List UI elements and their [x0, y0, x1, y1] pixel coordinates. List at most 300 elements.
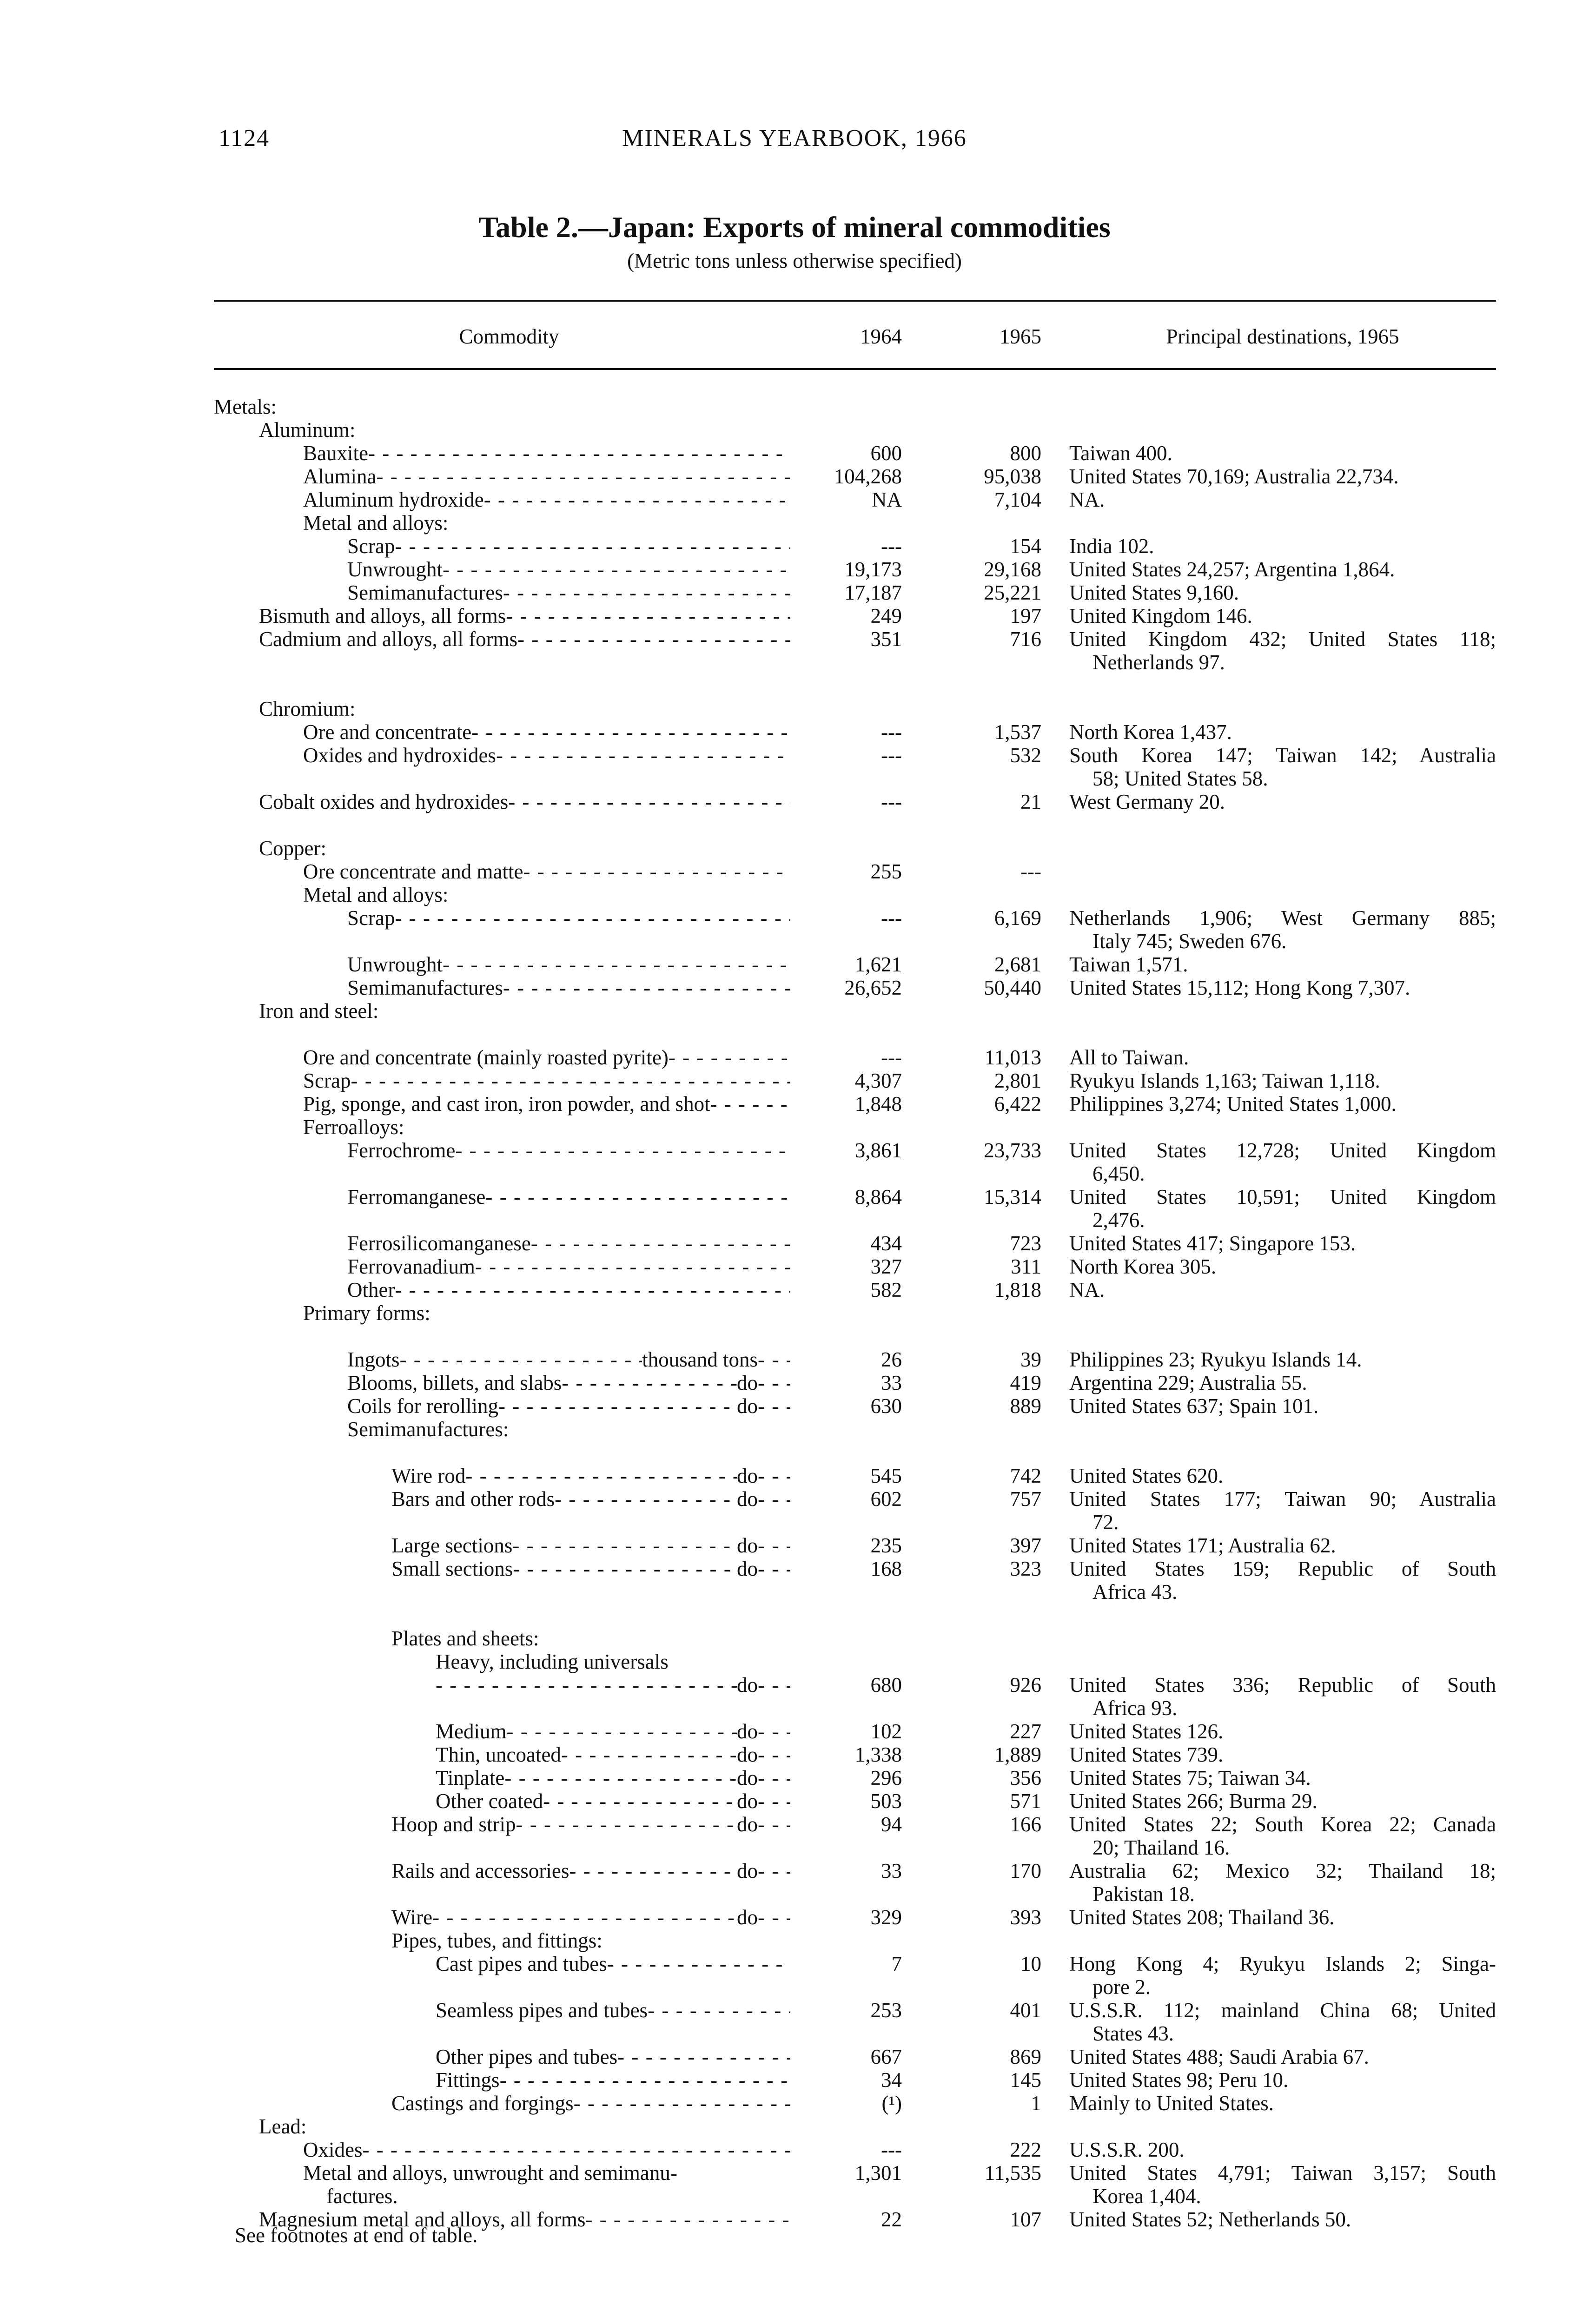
table-row	[0, 1789, 1589, 1813]
dot-leader	[758, 1371, 790, 1394]
destinations-cell: United States 637; Spain 101.	[1069, 1394, 1319, 1418]
value-1965: 29,168	[984, 558, 1041, 581]
destinations-cell: United States 126.	[1069, 1720, 1224, 1743]
value-1965: 742	[1010, 1464, 1041, 1487]
commodity-label: Cobalt oxides and hydroxides	[259, 790, 509, 813]
value-1965: 2,801	[994, 1069, 1041, 1092]
value-1964: 255	[870, 860, 902, 883]
dot-leader	[617, 2045, 790, 2068]
running-head: MINERALS YEARBOOK, 1966	[622, 125, 967, 152]
dot-leader	[555, 1487, 737, 1511]
commodity-label: Iron and steel:	[259, 999, 379, 1023]
destinations-cell: Netherlands 1,906; West Germany 885; Italy 745; Sweden 676.	[1069, 906, 1496, 953]
table-row	[0, 790, 1589, 813]
table-row	[0, 976, 1589, 999]
table-row	[0, 1929, 1589, 1952]
value-1964: 33	[881, 1859, 902, 1882]
table-row	[0, 535, 1589, 558]
value-1964: 1,848	[854, 1092, 902, 1116]
dot-leader	[758, 1813, 790, 1836]
dot-leader	[443, 953, 790, 976]
value-1964: 26	[881, 1348, 902, 1371]
value-1964: 168	[870, 1557, 902, 1580]
commodity-label: Castings and forgings	[391, 2092, 574, 2115]
value-1964: 351	[870, 627, 902, 651]
table-row	[0, 1232, 1589, 1255]
column-header-1964: 1964	[860, 325, 902, 348]
table-row	[0, 1371, 1589, 1394]
dot-leader	[432, 1906, 737, 1929]
commodity-label: Heavy, including universals	[436, 1650, 669, 1673]
commodity-label: Alumina	[303, 465, 377, 488]
footnote-reference: See footnotes at end of table.	[235, 2224, 478, 2247]
table-row	[0, 558, 1589, 581]
commodity-label: Cadmium and alloys, all forms	[259, 627, 518, 651]
table-row	[0, 1046, 1589, 1069]
table-row	[0, 883, 1589, 906]
table-row	[0, 1464, 1589, 1487]
destinations-cell: Philippines 3,274; United States 1,000.	[1069, 1092, 1397, 1116]
value-1965: 21	[1020, 790, 1041, 813]
commodity-label: Cast pipes and tubes	[436, 1952, 607, 1975]
value-1964: ---	[881, 744, 902, 767]
value-1965: 6,169	[994, 906, 1041, 930]
value-1965: 10	[1020, 1952, 1041, 1975]
dot-leader	[500, 2068, 790, 2092]
destinations-cell: United Kingdom 432; United States 118; Netherlands 97.	[1069, 627, 1496, 674]
value-1965: 926	[1010, 1673, 1041, 1697]
commodity-label: Primary forms:	[303, 1301, 430, 1325]
dot-leader	[512, 1534, 737, 1557]
unit-label: do	[737, 1371, 758, 1394]
table-row	[0, 2045, 1589, 2068]
commodity-label: Hoop and strip	[391, 1813, 516, 1836]
value-1964: 1,621	[854, 953, 902, 976]
unit-label: do	[737, 1720, 758, 1743]
dot-leader	[485, 1185, 790, 1208]
commodity-label: Pig, sponge, and cast iron, iron powder, and shot	[303, 1092, 710, 1116]
dot-leader	[758, 1464, 790, 1487]
value-1964: 545	[870, 1464, 902, 1487]
unit-label: do	[737, 1766, 758, 1789]
commodity-label: Blooms, billets, and slabs	[347, 1371, 562, 1394]
unit-label: do	[737, 1906, 758, 1929]
destinations-cell: Taiwan 1,571.	[1069, 953, 1188, 976]
destinations-cell: NA.	[1069, 1278, 1105, 1301]
table-row	[0, 1069, 1589, 1092]
value-1965: 15,314	[984, 1185, 1041, 1208]
commodity-label: Fittings	[436, 2068, 500, 2092]
dot-leader	[758, 1673, 790, 1697]
unit-label: do	[737, 1673, 758, 1697]
unit-label: do	[737, 1557, 758, 1580]
commodity-label: Semimanufactures:	[347, 1418, 509, 1441]
table-row	[0, 1673, 1589, 1720]
value-1965: 532	[1010, 744, 1041, 767]
table-row	[0, 2115, 1589, 2138]
destinations-cell: United States 98; Peru 10.	[1069, 2068, 1289, 2092]
table-row	[0, 442, 1589, 465]
dot-leader	[508, 790, 790, 813]
column-header-1965: 1965	[1000, 325, 1041, 348]
value-1965: 95,038	[984, 465, 1041, 488]
value-1965: 39	[1020, 1348, 1041, 1371]
dot-leader	[758, 1906, 790, 1929]
value-1964: 104,268	[834, 465, 902, 488]
table-row	[0, 395, 1589, 418]
value-1964: 600	[870, 442, 902, 465]
unit-label: do	[737, 1394, 758, 1418]
value-1964: 327	[870, 1255, 902, 1278]
value-1964: 602	[870, 1487, 902, 1511]
value-1965: 723	[1010, 1232, 1041, 1255]
table-row	[0, 1394, 1589, 1418]
commodity-label: Aluminum hydroxide	[303, 488, 484, 511]
value-1964: 26,652	[844, 976, 902, 999]
value-1964: 667	[870, 2045, 902, 2068]
destinations-cell: North Korea 305.	[1069, 1255, 1217, 1278]
commodity-label: Scrap	[303, 1069, 351, 1092]
unit-label: do	[737, 1487, 758, 1511]
value-1965: 23,733	[984, 1139, 1041, 1162]
table-row	[0, 1092, 1589, 1116]
commodity-label: Wire rod	[391, 1464, 466, 1487]
commodity-label: Ferrovanadium	[347, 1255, 475, 1278]
value-1964: 19,173	[844, 558, 902, 581]
table-row	[0, 720, 1589, 744]
value-1965: ---	[1020, 860, 1041, 883]
commodity-label: Tinplate	[436, 1766, 505, 1789]
value-1964: 1,301	[854, 2161, 902, 2185]
commodity-label: Ingots	[347, 1348, 400, 1371]
dot-leader	[498, 1394, 737, 1418]
table-row	[0, 1999, 1589, 2045]
commodity-label: Plates and sheets:	[391, 1627, 539, 1650]
dot-leader	[455, 1139, 790, 1162]
table-row	[0, 1116, 1589, 1139]
table-row	[0, 1348, 1589, 1371]
destinations-cell: United States 171; Australia 62.	[1069, 1534, 1336, 1557]
destinations-cell: United States 620.	[1069, 1464, 1224, 1487]
destinations-cell: Mainly to United States.	[1069, 2092, 1274, 2115]
dot-leader	[504, 1766, 737, 1789]
value-1965: 227	[1010, 1720, 1041, 1743]
value-1964: ---	[881, 1046, 902, 1069]
destinations-cell: Taiwan 400.	[1069, 442, 1172, 465]
commodity-label: Chromium:	[259, 697, 356, 720]
destinations-cell: Australia 62; Mexico 32; Thailand 18; Pakistan 18.	[1069, 1859, 1496, 1906]
commodity-label: Ore concentrate and matte	[303, 860, 523, 883]
value-1964: 34	[881, 2068, 902, 2092]
dot-leader	[758, 1487, 790, 1511]
dot-leader	[758, 1743, 790, 1766]
value-1965: 166	[1010, 1813, 1041, 1836]
destinations-cell: United States 177; Taiwan 90; Australia 72.	[1069, 1487, 1496, 1534]
table-row	[0, 2068, 1589, 2092]
value-1964: NA	[872, 488, 902, 511]
destinations-cell: United States 10,591; United Kingdom 2,476.	[1069, 1185, 1496, 1232]
destinations-cell: United States 75; Taiwan 34.	[1069, 1766, 1311, 1789]
dot-leader	[758, 1534, 790, 1557]
dot-leader	[585, 2208, 790, 2231]
dot-leader	[503, 976, 790, 999]
value-1964: 582	[870, 1278, 902, 1301]
destinations-cell: United States 336; Republic of South Africa 93.	[1069, 1673, 1496, 1720]
table-row	[0, 697, 1589, 720]
dot-leader	[395, 535, 790, 558]
value-1964: 8,864	[854, 1185, 902, 1208]
table-row	[0, 1720, 1589, 1743]
table-row	[0, 1859, 1589, 1906]
value-1965: 571	[1010, 1789, 1041, 1813]
dot-leader	[561, 1743, 737, 1766]
dot-leader	[758, 1789, 790, 1813]
dot-leader	[503, 581, 790, 604]
commodity-label: Metal and alloys, unwrought and semimanu-	[303, 2161, 677, 2185]
destinations-cell: Argentina 229; Australia 55.	[1069, 1371, 1307, 1394]
table-row	[0, 1185, 1589, 1232]
table-row	[0, 906, 1589, 953]
destinations-cell: NA.	[1069, 488, 1105, 511]
dot-leader	[436, 1673, 737, 1697]
value-1964: 296	[870, 1766, 902, 1789]
destinations-cell: U.S.S.R. 112; mainland China 68; United States 43.	[1069, 1999, 1496, 2045]
destinations-cell: United States 70,169; Australia 22,734.	[1069, 465, 1399, 488]
destinations-cell: India 102.	[1069, 535, 1154, 558]
commodity-label: Other coated	[436, 1789, 543, 1813]
value-1965: 401	[1010, 1999, 1041, 2022]
dot-leader	[351, 1069, 790, 1092]
table-row	[0, 1650, 1589, 1673]
table-row	[0, 418, 1589, 442]
table-top-rule	[214, 300, 1496, 302]
value-1965: 197	[1010, 604, 1041, 627]
dot-leader	[395, 906, 790, 930]
destinations-cell: United States 12,728; United Kingdom 6,450.	[1069, 1139, 1496, 1185]
value-1964: 22	[881, 2208, 902, 2231]
dot-leader	[562, 1371, 737, 1394]
dot-leader	[758, 1348, 790, 1371]
unit-label: do	[737, 1859, 758, 1882]
destinations-cell: United States 739.	[1069, 1743, 1224, 1766]
value-1964: 7	[891, 1952, 902, 1975]
destinations-cell: United States 266; Burma 29.	[1069, 1789, 1318, 1813]
dot-leader	[543, 1789, 737, 1813]
table-row	[0, 511, 1589, 535]
destinations-cell: United Kingdom 146.	[1069, 604, 1252, 627]
value-1965: 154	[1010, 535, 1041, 558]
column-header-commodity: Commodity	[459, 325, 559, 348]
table-row	[0, 1557, 1589, 1604]
commodity-label: Ferrochrome	[347, 1139, 456, 1162]
table-row	[0, 744, 1589, 790]
dot-leader	[574, 2092, 790, 2115]
commodity-label: Copper:	[259, 837, 326, 860]
commodity-label: Oxides	[303, 2138, 363, 2161]
dot-leader	[758, 1394, 790, 1418]
table-row	[0, 1813, 1589, 1859]
commodity-label: Aluminum:	[259, 418, 356, 442]
value-1965: 397	[1010, 1534, 1041, 1557]
dot-leader	[513, 1557, 737, 1580]
value-1965: 11,013	[984, 1046, 1041, 1069]
destinations-cell: United States 208; Thailand 36.	[1069, 1906, 1335, 1929]
value-1965: 356	[1010, 1766, 1041, 1789]
destinations-cell: United States 24,257; Argentina 1,864.	[1069, 558, 1395, 581]
dot-leader	[506, 604, 790, 627]
value-1964: 434	[870, 1232, 902, 1255]
commodity-label: Wire	[391, 1906, 433, 1929]
dot-leader	[517, 627, 790, 651]
value-1964: 3,861	[854, 1139, 902, 1162]
commodity-label: Small sections	[391, 1557, 513, 1580]
destinations-cell: West Germany 20.	[1069, 790, 1225, 813]
destinations-cell: United States 417; Singapore 153.	[1069, 1232, 1356, 1255]
table-row	[0, 860, 1589, 883]
value-1964: (¹)	[881, 2092, 902, 2115]
commodity-label: Ferrosilicomanganese	[347, 1232, 531, 1255]
commodity-label: Semimanufactures	[347, 581, 503, 604]
table-row	[0, 1418, 1589, 1441]
commodity-label: Lead:	[259, 2115, 307, 2138]
commodity-label: Unwrought	[347, 558, 443, 581]
dot-leader	[484, 488, 790, 511]
dot-leader	[471, 720, 790, 744]
value-1964: 630	[870, 1394, 902, 1418]
value-1965: 50,440	[984, 976, 1041, 999]
table-row	[0, 604, 1589, 627]
value-1965: 1	[1031, 2092, 1041, 2115]
value-1965: 800	[1010, 442, 1041, 465]
value-1964: 249	[870, 604, 902, 627]
table-row	[0, 1627, 1589, 1650]
dot-leader	[758, 1557, 790, 1580]
page-number: 1124	[218, 125, 270, 152]
commodity-label: Metals:	[214, 395, 277, 418]
value-1964: 253	[870, 1999, 902, 2022]
commodity-label: Other	[347, 1278, 395, 1301]
value-1964: 17,187	[844, 581, 902, 604]
table-header-rule	[214, 368, 1496, 370]
table-row	[0, 1301, 1589, 1325]
table-row	[0, 1255, 1589, 1278]
value-1964: ---	[881, 2138, 902, 2161]
unit-label: do	[737, 1534, 758, 1557]
value-1965: 393	[1010, 1906, 1041, 1929]
table-row	[0, 2092, 1589, 2115]
value-1964: ---	[881, 535, 902, 558]
value-1965: 7,104	[994, 488, 1041, 511]
value-1965: 25,221	[984, 581, 1041, 604]
commodity-label: Bauxite	[303, 442, 368, 465]
table-row	[0, 953, 1589, 976]
commodity-label: Metal and alloys:	[303, 511, 449, 535]
table-row	[0, 1487, 1589, 1534]
value-1965: 757	[1010, 1487, 1041, 1511]
commodity-label: Oxides and hydroxides	[303, 744, 496, 767]
value-1965: 11,535	[984, 2161, 1041, 2185]
commodity-label: Scrap	[347, 906, 395, 930]
dot-leader	[507, 1720, 737, 1743]
commodity-label-continued: factures.	[326, 2185, 398, 2208]
commodity-label: Coils for rerolling	[347, 1394, 498, 1418]
value-1965: 889	[1010, 1394, 1041, 1418]
commodity-label: Metal and alloys:	[303, 883, 449, 906]
commodity-label: Other pipes and tubes	[436, 2045, 618, 2068]
table-row	[0, 1534, 1589, 1557]
destinations-cell: United States 488; Saudi Arabia 67.	[1069, 2045, 1369, 2068]
destinations-cell: U.S.S.R. 200.	[1069, 2138, 1185, 2161]
dot-leader	[395, 1278, 790, 1301]
value-1965: 2,681	[994, 953, 1041, 976]
dot-leader	[516, 1813, 737, 1836]
table-row	[0, 1766, 1589, 1789]
table-row	[0, 1139, 1589, 1185]
table-row	[0, 1743, 1589, 1766]
commodity-label: Pipes, tubes, and fittings:	[391, 1929, 602, 1952]
value-1964: ---	[881, 790, 902, 813]
destinations-cell: United States 159; Republic of South Africa 43.	[1069, 1557, 1496, 1604]
commodity-label: Large sections	[391, 1534, 513, 1557]
unit-label: do	[737, 1464, 758, 1487]
destinations-cell: United States 15,112; Hong Kong 7,307.	[1069, 976, 1410, 999]
value-1965: 419	[1010, 1371, 1041, 1394]
dot-leader	[400, 1348, 642, 1371]
dot-leader	[569, 1859, 737, 1882]
table-body	[0, 395, 1589, 2231]
table-title: Table 2.—Japan: Exports of mineral commodities	[478, 211, 1111, 244]
commodity-label: Ferromanganese	[347, 1185, 486, 1208]
dot-leader	[648, 1999, 790, 2022]
dot-leader	[465, 1464, 737, 1487]
destinations-cell: South Korea 147; Taiwan 142; Australia 58; United States 58.	[1069, 744, 1496, 790]
value-1964: 235	[870, 1534, 902, 1557]
destinations-cell: North Korea 1,437.	[1069, 720, 1232, 744]
value-1965: 869	[1010, 2045, 1041, 2068]
commodity-label: Seamless pipes and tubes	[436, 1999, 648, 2022]
commodity-label: Rails and accessories	[391, 1859, 569, 1882]
value-1965: 145	[1010, 2068, 1041, 2092]
table-row	[0, 465, 1589, 488]
dot-leader	[531, 1232, 790, 1255]
column-header-destinations: Principal destinations, 1965	[1166, 325, 1399, 348]
unit-label: do	[737, 1813, 758, 1836]
destinations-cell: All to Taiwan.	[1069, 1046, 1189, 1069]
destinations-cell: United States 4,791; Taiwan 3,157; South Korea 1,404.	[1069, 2161, 1496, 2208]
table-row	[0, 488, 1589, 511]
value-1965: 1,537	[994, 720, 1041, 744]
destinations-cell: United States 22; South Korea 22; Canada 20; Thailand 16.	[1069, 1813, 1496, 1859]
table-row	[0, 2138, 1589, 2161]
dot-leader	[758, 1720, 790, 1743]
value-1964: ---	[881, 720, 902, 744]
commodity-label: Thin, uncoated	[436, 1743, 561, 1766]
value-1964: 33	[881, 1371, 902, 1394]
commodity-label: Bars and other rods	[391, 1487, 555, 1511]
value-1965: 222	[1010, 2138, 1041, 2161]
destinations-cell: Ryukyu Islands 1,163; Taiwan 1,118.	[1069, 1069, 1380, 1092]
value-1965: 1,818	[994, 1278, 1041, 1301]
value-1964: 1,338	[854, 1743, 902, 1766]
table-subtitle: (Metric tons unless otherwise specified)	[627, 249, 962, 272]
table-row	[0, 627, 1589, 674]
commodity-label: Medium	[436, 1720, 507, 1743]
destinations-cell: United States 52; Netherlands 50.	[1069, 2208, 1351, 2231]
value-1964: 94	[881, 1813, 902, 1836]
table-row	[0, 2161, 1589, 2208]
value-1964: 4,307	[854, 1069, 902, 1092]
dot-leader	[523, 860, 791, 883]
